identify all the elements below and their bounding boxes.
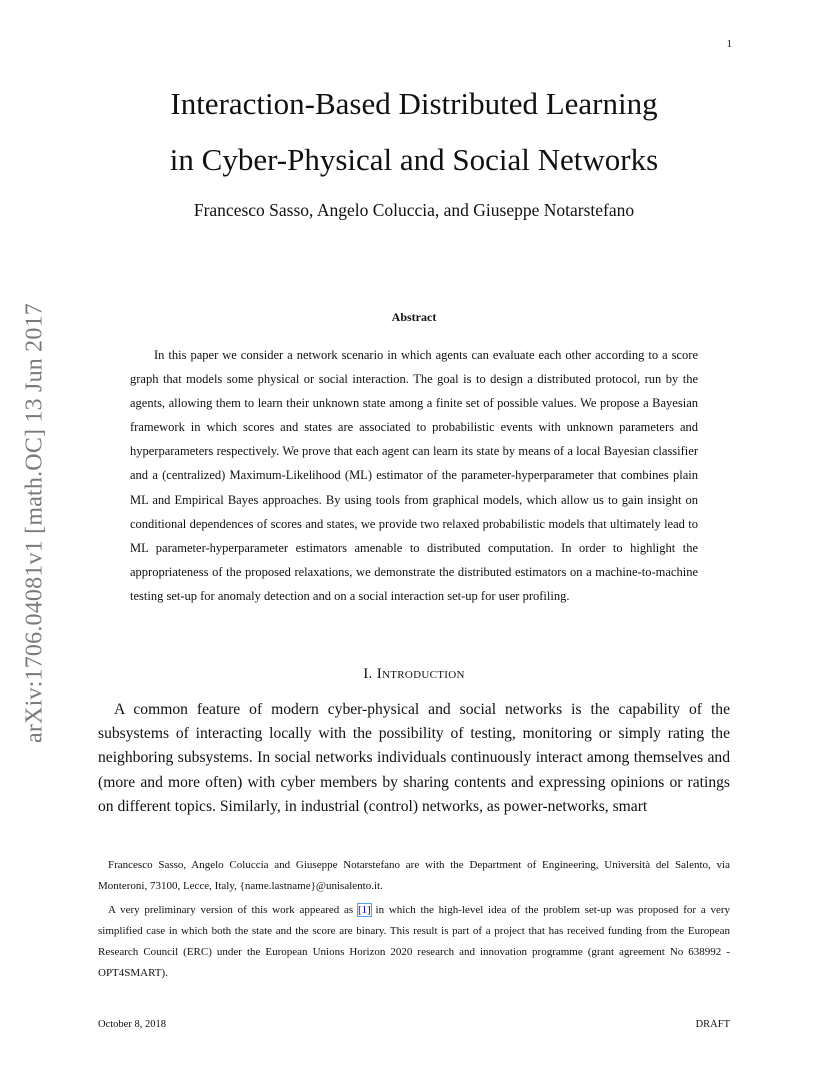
introduction-text: A common feature of modern cyber-physical and social networks is the capability of the subsystems of interacting locally with the possibility of testing, monitoring or simply rating the neighboring subsystems. In social networks individuals continuously interact among themselves and (more and more often) with cyber members by sharing contents and expressing opinions or ratings on different topics. Similarly, in industrial (control) networks, as power-networks, smart [98,701,730,815]
paper-title [98,76,730,188]
author-list: Francesco Sasso, Angelo Coluccia, and Giuseppe Notarstefano [193,200,635,220]
footnote-text-start: A very preliminary version of this work appeared as [108,904,358,916]
footnotes [98,855,730,987]
abstract-text: In this paper we consider a network scenario in which agents can evaluate each other according to a score graph that models some physical or social interaction. The goal is to design a distributed protocol, run by the agents, allowing them to learn their unknown state among a finite set of possible values. We propose a Bayesian framework in which scores and states are associated to probabilistic events with unknown parameters and hyperparameters respectively. We prove that each agent can learn its state by means of a local Bayesian classifier and a (centralized) Maximum-Likelihood (ML) estimator of the parameter-hyperparameter that combines plain ML and Empirical Bayes approaches. By using tools from graphical models, which allow us to gain insight on conditional dependences of scores and states, we provide two relaxed probabilistic models that ultimately lead to ML parameter-hyperparameter estimators amenable to distributed computation. In order to highlight the appropriateness of the proposed relaxations, we demonstrate the distributed estimators on a machine-to-machine testing set-up for anomaly detection and on a social interaction set-up for user profiling. [130,348,698,603]
footer-draft-label: DRAFT [695,1019,730,1030]
footer-date: October 8, 2018 [98,1019,166,1030]
footnote-text-end: in which the high-level idea of the problem set-up was proposed for a very simplified case in which both the state and the score are binary. This result is part of a project that has received funding from the European Research Council (ERC) under the European Unions Horizon 2020 research and innovation programme (grant agreement No 638992 - OPT4SMART). [98,904,731,979]
section-title: Introduction [376,666,465,682]
citation-link[interactable]: [1] [357,904,371,916]
title-line-1: Interaction-Based Distributed Learning [170,86,658,121]
title-line-2: in Cyber-Physical and Social Networks [169,142,659,177]
page-number: 1 [726,38,732,50]
section-number: I. [363,666,373,682]
arxiv-identifier: arXiv:1706.04081v1 [math.OC] 13 Jun 2017 [21,302,48,743]
arxiv-stamp [10,270,60,775]
preliminary-footnote [98,900,730,984]
section-heading [98,666,730,683]
abstract-heading: Abstract [391,310,437,324]
affiliation-footnote: Francesco Sasso, Angelo Coluccia and Giuseppe Notarstefano are with the Department of Engineering, Università del Salento, via Monteroni, 73100, Lecce, Italy, {name.lastname}@unisalento.it. [98,859,730,892]
